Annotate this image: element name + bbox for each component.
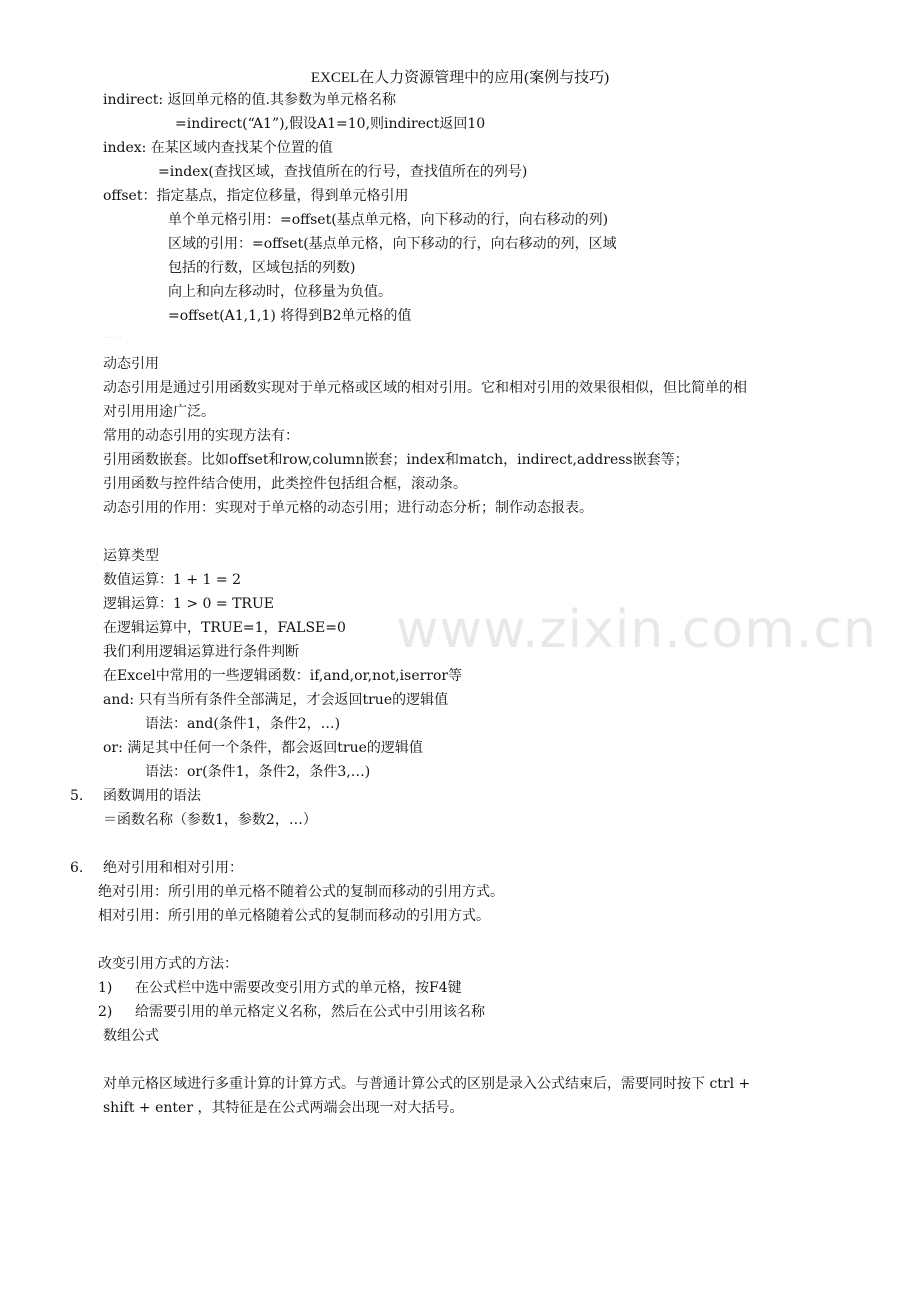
text-line: 给需要引用的单元格定义名称，然后在公式中引用该名称 — [135, 1004, 485, 1020]
text-line: offset：指定基点，指定位移量，得到单元格引用 — [103, 188, 409, 204]
text-line: 相对引用：所引用的单元格随着公式的复制而移动的引用方式。 — [98, 908, 490, 924]
text-line: 单个单元格引用：=offset(基点单元格，向下移动的行，向右移动的列) — [168, 212, 609, 228]
text-line: 向上和向左移动时，位移量为负值。 — [168, 284, 392, 300]
text-line: index: 在某区域内查找某个位置的值 — [103, 140, 333, 156]
text-line: 包括的行数，区域包括的列数) — [168, 260, 356, 276]
text-line: 语法：or(条件1，条件2，条件3,…) — [145, 764, 371, 780]
text-line: 常用的动态引用的实现方法有： — [103, 428, 299, 444]
text-line: 语法：and(条件1，条件2，…) — [145, 716, 341, 732]
text-line: and: 只有当所有条件全部满足，才会返回true的逻辑值 — [103, 692, 449, 708]
text-line: 在逻辑运算中，TRUE=1，FALSE=0 — [103, 620, 346, 636]
text-line: =offset(A1,1,1) 将得到B2单元格的值 — [168, 308, 412, 324]
text-line: 数值运算：1 + 1 = 2 — [103, 572, 241, 588]
text-line: =indirect(“A1”),假设A1=10,则indirect返回10 — [175, 116, 486, 132]
list-number: 2) — [98, 1004, 113, 1020]
section-heading: 数组公式 — [103, 1028, 159, 1044]
section-heading: 动态引用 — [103, 356, 159, 372]
list-number: 6. — [70, 860, 84, 876]
text-line: 引用函数与控件结合使用，此类控件包括组合框，滚动条。 — [103, 476, 467, 492]
list-number: 5. — [70, 788, 84, 804]
text-line: 对单元格区域进行多重计算的计算方式。与普通计算公式的区别是录入公式结束后，需要同时按下 ctrl + — [103, 1076, 751, 1092]
section-heading: 运算类型 — [103, 548, 159, 564]
section-heading: 函数调用的语法 — [103, 788, 201, 804]
text-line: 我们利用逻辑运算进行条件判断 — [103, 644, 299, 660]
faint-artifact: ······ — [103, 333, 123, 344]
text-line: ＝函数名称（参数1，参数2，…） — [103, 812, 317, 828]
text-line: or: 满足其中任何一个条件，都会返回true的逻辑值 — [103, 740, 423, 756]
text-line: 逻辑运算：1 > 0 = TRUE — [103, 596, 274, 612]
section-heading: 绝对引用和相对引用： — [103, 860, 243, 876]
text-line: 动态引用是通过引用函数实现对于单元格或区域的相对引用。它和相对引用的效果很相似，但比简单的相 — [103, 380, 747, 396]
text-line: =index(查找区域，查找值所在的行号，查找值所在的列号) — [158, 164, 528, 180]
text-line: shift + enter ，其特征是在公式两端会出现一对大括号。 — [103, 1100, 464, 1116]
text-line: indirect: 返回单元格的值.其参数为单元格名称 — [103, 92, 396, 108]
text-line: 改变引用方式的方法： — [98, 956, 238, 972]
list-number: 1) — [98, 980, 113, 996]
document-title: EXCEL在人力资源管理中的应用(案例与技巧) — [310, 70, 610, 86]
text-line: 动态引用的作用：实现对于单元格的动态引用；进行动态分析；制作动态报表。 — [103, 500, 593, 516]
text-line: 对引用用途广泛。 — [103, 404, 215, 420]
text-line: 引用函数嵌套。比如offset和row,column嵌套；index和match，indirect,address嵌套等； — [103, 452, 689, 468]
text-line: 在公式栏中选中需要改变引用方式的单元格，按F4键 — [135, 980, 462, 996]
text-line: 在Excel中常用的一些逻辑函数：if,and,or,not,iserror等 — [103, 668, 463, 684]
watermark: www.zixin.com.cn — [396, 600, 877, 660]
text-line: 区域的引用：=offset(基点单元格，向下移动的行，向右移动的列，区域 — [168, 236, 617, 252]
text-line: 绝对引用：所引用的单元格不随着公式的复制而移动的引用方式。 — [98, 884, 504, 900]
